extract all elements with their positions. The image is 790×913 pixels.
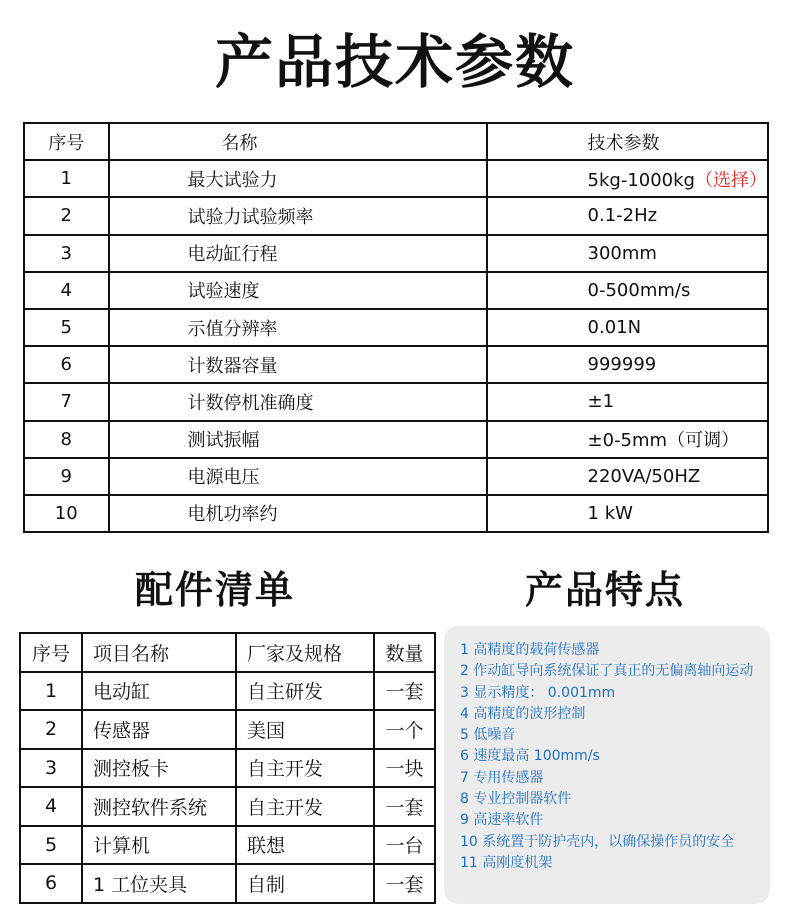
acc-maker: 自制 xyxy=(236,864,374,903)
acc-header-name: 项目名称 xyxy=(82,633,236,672)
acc-qty: 一套 xyxy=(374,787,435,826)
acc-no: 6 xyxy=(20,864,82,903)
spec-header-value: 技术参数 xyxy=(487,123,768,160)
feature-item: 5 低噪音 xyxy=(460,727,516,744)
spec-table xyxy=(23,122,769,533)
feature-item: 8 专业控制器软件 xyxy=(460,791,572,808)
spec-value: 5kg-1000kg xyxy=(587,169,695,191)
accessories-title: 配件清单 xyxy=(134,568,295,612)
feature-item: 1 高精度的载荷传感器 xyxy=(460,642,600,658)
spec-header-name: 名称 xyxy=(109,123,487,160)
spec-row xyxy=(24,160,768,197)
acc-maker: 自主研发 xyxy=(236,672,374,711)
acc-name: 电动缸 xyxy=(82,672,236,711)
spec-name: 示值分辨率 xyxy=(109,309,487,346)
accessory-row xyxy=(20,749,435,788)
feature-item: 9 高速率软件 xyxy=(460,812,544,829)
spec-no: 4 xyxy=(24,272,109,309)
acc-header-no: 序号 xyxy=(20,633,82,672)
acc-name: 测控软件系统 xyxy=(82,787,236,826)
acc-no: 5 xyxy=(20,826,82,865)
acc-name: 测控板卡 xyxy=(82,749,236,788)
spec-name: 计数器容量 xyxy=(109,346,487,383)
spec-no: 8 xyxy=(24,421,109,458)
features-title: 产品特点 xyxy=(524,568,685,612)
spec-name: 试验力试验频率 xyxy=(109,197,487,234)
spec-no: 6 xyxy=(24,346,109,383)
acc-maker: 联想 xyxy=(236,826,374,865)
spec-value: 0-500mm/s xyxy=(487,272,768,309)
spec-name: 计数停机准确度 xyxy=(109,383,487,420)
spec-header-row xyxy=(24,123,768,160)
acc-header-qty: 数量 xyxy=(374,633,435,672)
spec-no: 10 xyxy=(24,495,109,532)
spec-no: 3 xyxy=(24,235,109,272)
spec-value: ±0-5mm（可调） xyxy=(487,421,768,458)
spec-name: 试验速度 xyxy=(109,272,487,309)
acc-no: 3 xyxy=(20,749,82,788)
spec-value: 1 kW xyxy=(487,495,768,532)
acc-name: 1 工位夹具 xyxy=(82,864,236,903)
accessory-row xyxy=(20,864,435,903)
acc-maker: 自主开发 xyxy=(236,787,374,826)
feature-item: 7 专用传感器 xyxy=(460,769,544,786)
acc-qty: 一个 xyxy=(374,710,435,749)
spec-row xyxy=(24,495,768,532)
spec-row xyxy=(24,421,768,458)
feature-item: 4 高精度的波形控制 xyxy=(460,705,586,722)
spec-name: 测试振幅 xyxy=(109,421,487,458)
spec-name: 电源电压 xyxy=(109,458,487,495)
acc-qty: 一套 xyxy=(374,672,435,711)
spec-row xyxy=(24,383,768,420)
spec-value: 0.01N xyxy=(487,309,768,346)
spec-row xyxy=(24,197,768,234)
acc-qty: 一台 xyxy=(374,826,435,865)
spec-name: 最大试验力 xyxy=(109,160,487,197)
spec-value: ±1 xyxy=(487,383,768,420)
spec-name: 电动缸行程 xyxy=(109,235,487,272)
spec-no: 1 xyxy=(24,160,109,197)
spec-row xyxy=(24,458,768,495)
spec-value-cell xyxy=(487,160,768,197)
acc-name: 传感器 xyxy=(82,710,236,749)
acc-qty: 一块 xyxy=(374,749,435,788)
spec-row xyxy=(24,235,768,272)
acc-no: 4 xyxy=(20,787,82,826)
feature-item: 6 速度最高 100mm/s xyxy=(460,748,600,765)
accessory-row xyxy=(20,787,435,826)
spec-header-no: 序号 xyxy=(24,123,109,160)
feature-item: 3 显示精度： 0.001mm xyxy=(460,684,616,701)
acc-maker: 美国 xyxy=(236,710,374,749)
spec-row xyxy=(24,309,768,346)
feature-item: 10 系统置于防护壳内，以确保操作员的安全 xyxy=(460,833,735,850)
select-note: （选择） xyxy=(695,169,767,191)
spec-no: 9 xyxy=(24,458,109,495)
accessory-row xyxy=(20,826,435,865)
spec-value: 300mm xyxy=(487,235,768,272)
spec-row xyxy=(24,346,768,383)
acc-name: 计算机 xyxy=(82,826,236,865)
spec-value: 0.1-2Hz xyxy=(487,197,768,234)
page-title: 产品技术参数 xyxy=(214,28,575,96)
accessory-row xyxy=(20,710,435,749)
acc-qty: 一套 xyxy=(374,864,435,903)
spec-row xyxy=(24,272,768,309)
spec-no: 2 xyxy=(24,197,109,234)
features-panel xyxy=(444,626,770,904)
acc-no: 2 xyxy=(20,710,82,749)
accessories-header-row xyxy=(20,633,435,672)
spec-name: 电机功率约 xyxy=(109,495,487,532)
spec-value: 999999 xyxy=(487,346,768,383)
acc-maker: 自主开发 xyxy=(236,749,374,788)
accessories-table xyxy=(19,632,436,904)
spec-value: 220VA/50HZ xyxy=(487,458,768,495)
spec-no: 7 xyxy=(24,383,109,420)
acc-no: 1 xyxy=(20,672,82,711)
spec-no: 5 xyxy=(24,309,109,346)
feature-item: 11 高刚度机架 xyxy=(460,854,553,871)
feature-item: 2 作动缸导向系统保证了真正的无偏离轴向运动 xyxy=(460,663,754,680)
acc-header-maker: 厂家及规格 xyxy=(236,633,374,672)
accessory-row xyxy=(20,672,435,711)
